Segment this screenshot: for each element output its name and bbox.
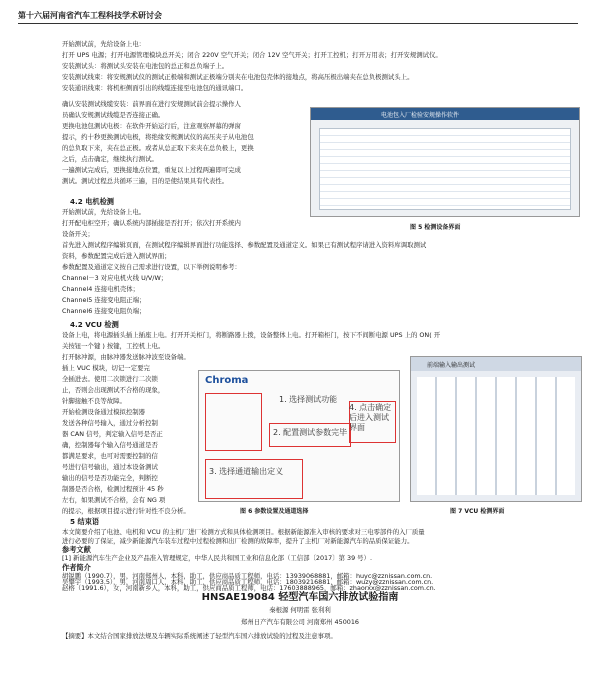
figure-7 bbox=[410, 356, 582, 502]
body-line: Channel6 连接变电阻负端； bbox=[62, 307, 146, 315]
body-line: 资料，参数配置完成后进入测试界面； bbox=[62, 252, 171, 260]
body-line: 参数配置及通道定义按自己需求进行设置，以下举例说明参考： bbox=[62, 263, 241, 271]
body-line: 输出的信号是否功能完全，判断控 bbox=[62, 474, 158, 482]
fig7-caption: 图 7 VCU 检测界面 bbox=[450, 508, 505, 515]
author-line: 吴攀宇（1993.5），男，河南周口人，本科，助工，供应商品质工程师，电话：18039216881，邮箱：wuzy@zznissan.com.cn. bbox=[62, 578, 434, 586]
conclusion-line: 进行必要的了保证，减少新能源汽车装车过程中过程检测和出厂检测的故障率，提升了主机厂对新能源汽车的品质保证能力。 bbox=[62, 537, 414, 545]
body-line: 的总负取下来，夹在总正极。或者从总正取下来夹在总负极上，更换 bbox=[62, 144, 254, 152]
fig5-grid bbox=[319, 128, 571, 210]
body-line: 开始检测设备通过模拟控制器 bbox=[62, 408, 146, 416]
fig5-caption: 图 5 检测设备界面 bbox=[410, 224, 461, 231]
fig6-box-function bbox=[205, 393, 262, 451]
body-line: 设备上电，将电源插头插上插座上电。打开开关柜门，将断路器上拨，设备整体上电。打开箱柜门，按下不间断电源 UPS 上的 ON( 开 bbox=[62, 331, 441, 339]
fig6-caption: 图 6 参数设置及通道选择 bbox=[240, 508, 309, 515]
fig6-brand: Chroma bbox=[205, 375, 249, 386]
figure-5 bbox=[310, 107, 580, 217]
body-line: 全插进去。使用二次锁进行二次锁 bbox=[62, 375, 158, 383]
body-line: 打开脉冲源，由脉冲器发送脉冲波至设备端。 bbox=[62, 353, 190, 361]
figure-6 bbox=[198, 370, 400, 502]
next-paper-title: HNSAE19084 轻型汽车国六排放试验指南 bbox=[201, 592, 399, 603]
body-line: 发送各种信号输入，通过分析控制 bbox=[62, 419, 158, 427]
body-line: 插上 VUC 模块，切记一定要完 bbox=[62, 364, 150, 372]
body-line: 一遍测试完成后，更换接地点位置，重复以上过程两遍即可完成 bbox=[62, 166, 241, 174]
body-line: Channel5 连接变电阻正端； bbox=[62, 296, 146, 304]
next-paper-affiliation: 郑州日产汽车有限公司 河南郑州 450016 bbox=[241, 618, 359, 626]
author-heading: 作者简介 bbox=[62, 563, 91, 572]
author-line: 胡锐鹏（1990.7），男，河南郑州人，本科，助工，供应商品质工程师，电话：13939068881，邮箱：huyc@zznissan.com.cn. bbox=[62, 572, 433, 580]
section-5: 5 结束语 bbox=[70, 517, 100, 526]
body-line: 针脚接触不良等故障。 bbox=[62, 397, 126, 405]
body-line: 开始测试前，先给设备上电： bbox=[62, 40, 146, 48]
body-line: 止，否则会出现测试不合格的现象， bbox=[62, 386, 165, 394]
fig6-box-channel bbox=[205, 459, 303, 499]
body-line: Channel4 连接电机壳体； bbox=[62, 285, 140, 293]
body-line: 器 CAN 信号，判定输入信号是否正 bbox=[62, 430, 163, 438]
body-line: 安装通讯线束：将机柜侧面引出的线缆连接至电池包的通讯端口。 bbox=[62, 84, 248, 92]
body-line: 左右，如果测试不合格，会有 NG 项 bbox=[62, 496, 166, 504]
journal-header: 第十六届河南省汽车工程科技学术研讨会 bbox=[18, 11, 162, 20]
conclusion-line: 本文简要介绍了电池、电机和 VCU 的主机厂进厂检测方式和具体检测项目。根据新能源准入审核的要求对三电零部件的入厂质量 bbox=[62, 528, 425, 536]
body-line: 安装测试头：将测试头安装在电池包的总正和总负端子上。 bbox=[62, 62, 229, 70]
body-line: 测试。测试过程总共循环三遍，目的是使结果具有代表性。 bbox=[62, 177, 229, 185]
body-line: 确认安装测试线缆安装：前界面在进行安规测试前会提示操作人 bbox=[62, 100, 241, 108]
fig5-title: 电池包入厂检验安规操作软件 bbox=[381, 112, 460, 119]
section-4-2-motor: 4.2 电机检测 bbox=[70, 197, 114, 206]
body-line: 号进行信号输出，通过本设备测试 bbox=[62, 463, 158, 471]
body-line: 都满足要求，也可对需要控制的信 bbox=[62, 452, 158, 460]
fig6-label-1: 1. 选择测试功能 bbox=[279, 395, 338, 404]
body-line: 打开 UPS 电源；打开电源管理模块总开关；闭合 220V 空气开关；闭合 12V 空气开关；打开工控机；打开万用表；打开安规测试仪。 bbox=[62, 51, 442, 59]
body-line: 关按钮一个键 ) 按键，工控机上电。 bbox=[62, 342, 165, 350]
body-line: Channel－3 对应电机火线 U/V/W； bbox=[62, 274, 168, 282]
body-line: 开始测试前，先给设备上电。 bbox=[62, 208, 146, 216]
fig6-label-2: 2. 配置测试参数完毕 bbox=[273, 428, 348, 437]
body-line: 更换电池包测试电极：在软件开始运行后，注意观察屏幕的弹窗 bbox=[62, 122, 241, 130]
body-line: 确，控制器每个输入信号通道是否 bbox=[62, 441, 158, 449]
section-4-2-vcu: 4.2 VCU 检测 bbox=[70, 320, 119, 329]
body-line: 设备开关； bbox=[62, 230, 94, 238]
body-line: 提示，约十秒更换测试电极，将绝缘安规测试仪的高压夹子从电池包 bbox=[62, 133, 254, 141]
fig6-label-4: 4. 点击确定后进入测试界面 bbox=[349, 403, 392, 432]
next-paper-abstract: 【摘要】本文结合国家排放法规及车辆实际系统阐述了轻型汽车国六排放试验的过程及注意事项。 bbox=[62, 632, 337, 640]
fig7-label: 前端输入输出测试 bbox=[427, 362, 476, 369]
body-line: 打开配电柜空开；确认系统内部插接是否打开；依次打开系统内 bbox=[62, 219, 241, 227]
author-line: 赵榕（1991.6），女，河南新乡人，本科，助工，供应商品质工程师，电话：17603888965，邮箱：zhaorxx@zznissan.com.cn. bbox=[62, 584, 436, 592]
references-heading: 参考文献 bbox=[62, 545, 91, 554]
body-line: 安装测试线束：将安规测试仪的测试正极端和测试正极端分别夹在电池包壳体的接地点，将高压极出端夹在总负极测试头上。 bbox=[62, 73, 414, 81]
body-line: 员确认安规测试线缆是否连接正确。 bbox=[62, 111, 165, 119]
body-line: 制器是否合格，检测过程预计 45 秒 bbox=[62, 485, 164, 493]
header-rule bbox=[18, 23, 578, 24]
body-line: 首先进入测试程序编辑页面，在测试程序编辑界面进行功能选择、参数配置及通道定义。如果已有测试程序请进入资料库调取测试 bbox=[62, 241, 427, 249]
next-paper-authors: 秦根源 何明雷 张利利 bbox=[269, 606, 331, 614]
body-line: 的提示，根据项目提示进行针对性不良分析。 bbox=[62, 507, 190, 515]
fig6-label-3: 3. 选择通道输出定义 bbox=[209, 467, 284, 476]
fig7-grid bbox=[417, 377, 575, 495]
reference-line: [1] 新能源汽车生产企业及产品准入管理规定，中华人民共和国工业和信息化部（工信部〔2017〕第 39 号）. bbox=[62, 554, 372, 562]
body-line: 之后，点击确定，继续执行测试。 bbox=[62, 155, 158, 163]
